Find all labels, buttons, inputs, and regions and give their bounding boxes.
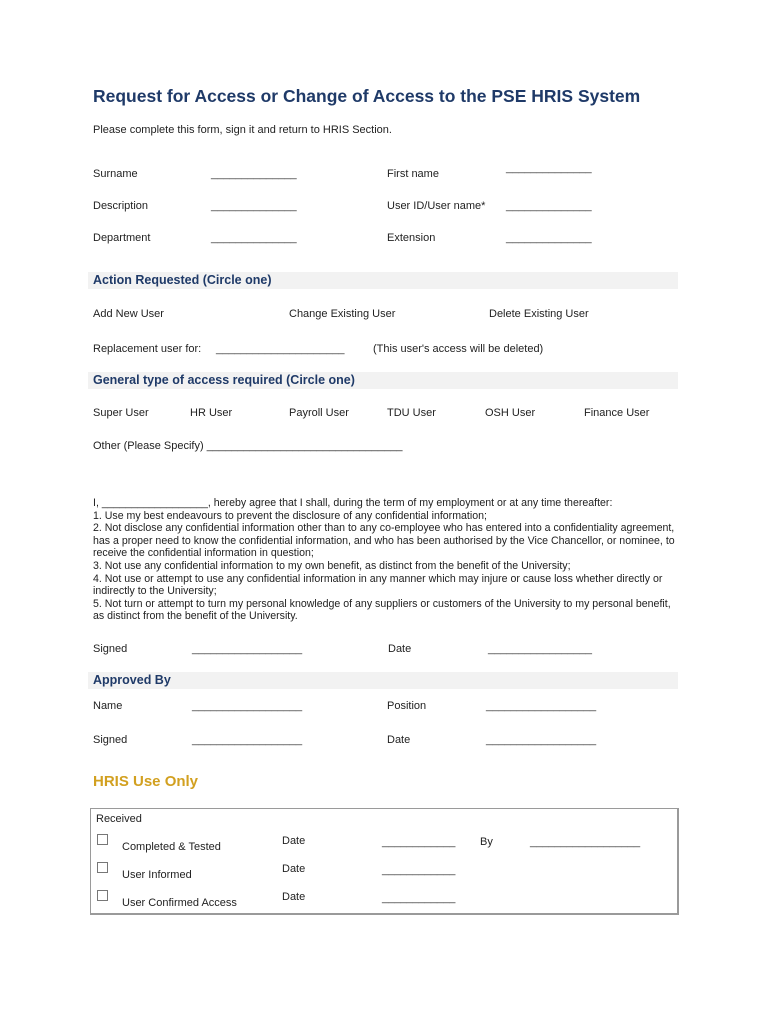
agreement-item: 4. Not use or attempt to use any confidential information in any manner which may injure or cause loss whether directly or indirectly to the University;	[93, 572, 663, 598]
approved-section-band	[88, 672, 678, 689]
approved-section-heading: Approved By	[93, 673, 171, 687]
action-section-heading: Action Requested (Circle one)	[93, 273, 272, 287]
approver-position-label: Position	[387, 700, 427, 712]
approver-date-label: Date	[387, 734, 411, 746]
by-label: By	[480, 836, 493, 848]
description-field[interactable]: ______________	[211, 200, 297, 212]
hris-use-only-heading: HRIS Use Only	[93, 773, 199, 790]
form-title: Request for Access or Change of Access to the PSE HRIS System	[93, 86, 641, 106]
form-instructions: Please complete this form, sign it and return to HRIS Section.	[93, 124, 392, 136]
by-field[interactable]: __________________	[530, 836, 641, 848]
access-tdu-user[interactable]: TDU User	[387, 407, 436, 419]
first-name-field[interactable]: ______________	[506, 162, 592, 174]
description-label: Description	[93, 200, 149, 212]
approver-signed-label: Signed	[93, 734, 128, 746]
replacement-user-label: Replacement user for:	[93, 343, 202, 355]
access-other-field[interactable]: Other (Please Specify) ________________________________	[93, 440, 403, 452]
confidentiality-agreement	[93, 497, 678, 623]
extension-label: Extension	[387, 232, 436, 244]
approver-signed-field[interactable]: __________________	[192, 734, 303, 746]
agreement-item: 3. Not use any confidential information to my own benefit, as distinct from the benefit of the University;	[93, 559, 571, 572]
replacement-note: (This user's access will be deleted)	[373, 343, 544, 355]
approver-name-label: Name	[93, 700, 123, 712]
change-existing-user-option[interactable]: Change Existing User	[289, 308, 396, 320]
date-field[interactable]: _________________	[488, 643, 593, 655]
department-label: Department	[93, 232, 151, 244]
agreement-item: 2. Not disclose any confidential information other than to any co-employee who has entered into a confidentiality agreement, has a proper need to know the confidential information, and who has been authorised by the Vice Chancellor, or nominee, to receive the confidential information in question;	[93, 522, 675, 560]
approver-date-field[interactable]: __________________	[486, 734, 597, 746]
access-payroll-user[interactable]: Payroll User	[289, 407, 349, 419]
approver-name-field[interactable]: __________________	[192, 700, 303, 712]
approver-position-field[interactable]: __________________	[486, 700, 597, 712]
first-name-label: First name	[387, 168, 439, 180]
signed-label: Signed	[93, 643, 128, 655]
user-informed-label: User Informed	[122, 869, 192, 881]
confirmed-date-label: Date	[282, 891, 306, 903]
completed-date-field[interactable]: ____________	[382, 836, 456, 848]
signed-field[interactable]: __________________	[192, 643, 303, 655]
agreement-item: 1. Use my best endeavours to prevent the disclosure of any confidential information;	[93, 509, 487, 522]
completed-date-label: Date	[282, 835, 306, 847]
date-label: Date	[388, 643, 412, 655]
access-finance-user[interactable]: Finance User	[584, 407, 650, 419]
user-confirmed-access-label: User Confirmed Access	[122, 897, 237, 909]
completed-tested-label: Completed & Tested	[122, 841, 221, 853]
surname-label: Surname	[93, 168, 138, 180]
completed-tested-checkbox[interactable]	[97, 834, 108, 845]
extension-field[interactable]: ______________	[506, 232, 592, 244]
access-super-user[interactable]: Super User	[93, 407, 149, 419]
department-field[interactable]: ______________	[211, 232, 297, 244]
received-label: Received	[96, 813, 142, 825]
informed-date-label: Date	[282, 863, 306, 875]
delete-existing-user-option[interactable]: Delete Existing User	[489, 308, 589, 320]
replacement-user-field[interactable]: _____________________	[216, 343, 345, 355]
access-section-heading: General type of access required (Circle one)	[93, 373, 355, 387]
confirmed-date-field[interactable]: ____________	[382, 892, 456, 904]
agreement-intro: I, __________________, hereby agree that I shall, during the term of my employment or at any time thereafter:	[93, 497, 613, 509]
access-hr-user[interactable]: HR User	[190, 407, 233, 419]
surname-field[interactable]: ______________	[211, 168, 297, 180]
user-confirmed-access-checkbox[interactable]	[97, 890, 108, 901]
access-osh-user[interactable]: OSH User	[485, 407, 536, 419]
user-id-field[interactable]: ______________	[506, 200, 592, 212]
user-id-label: User ID/User name*	[387, 200, 486, 212]
add-new-user-option[interactable]: Add New User	[93, 308, 164, 320]
user-informed-checkbox[interactable]	[97, 862, 108, 873]
agreement-item: 5. Not turn or attempt to turn my personal knowledge of any suppliers or customers of the University to my personal benefit, as distinct from the benefit of the University.	[93, 597, 671, 623]
informed-date-field[interactable]: ____________	[382, 864, 456, 876]
